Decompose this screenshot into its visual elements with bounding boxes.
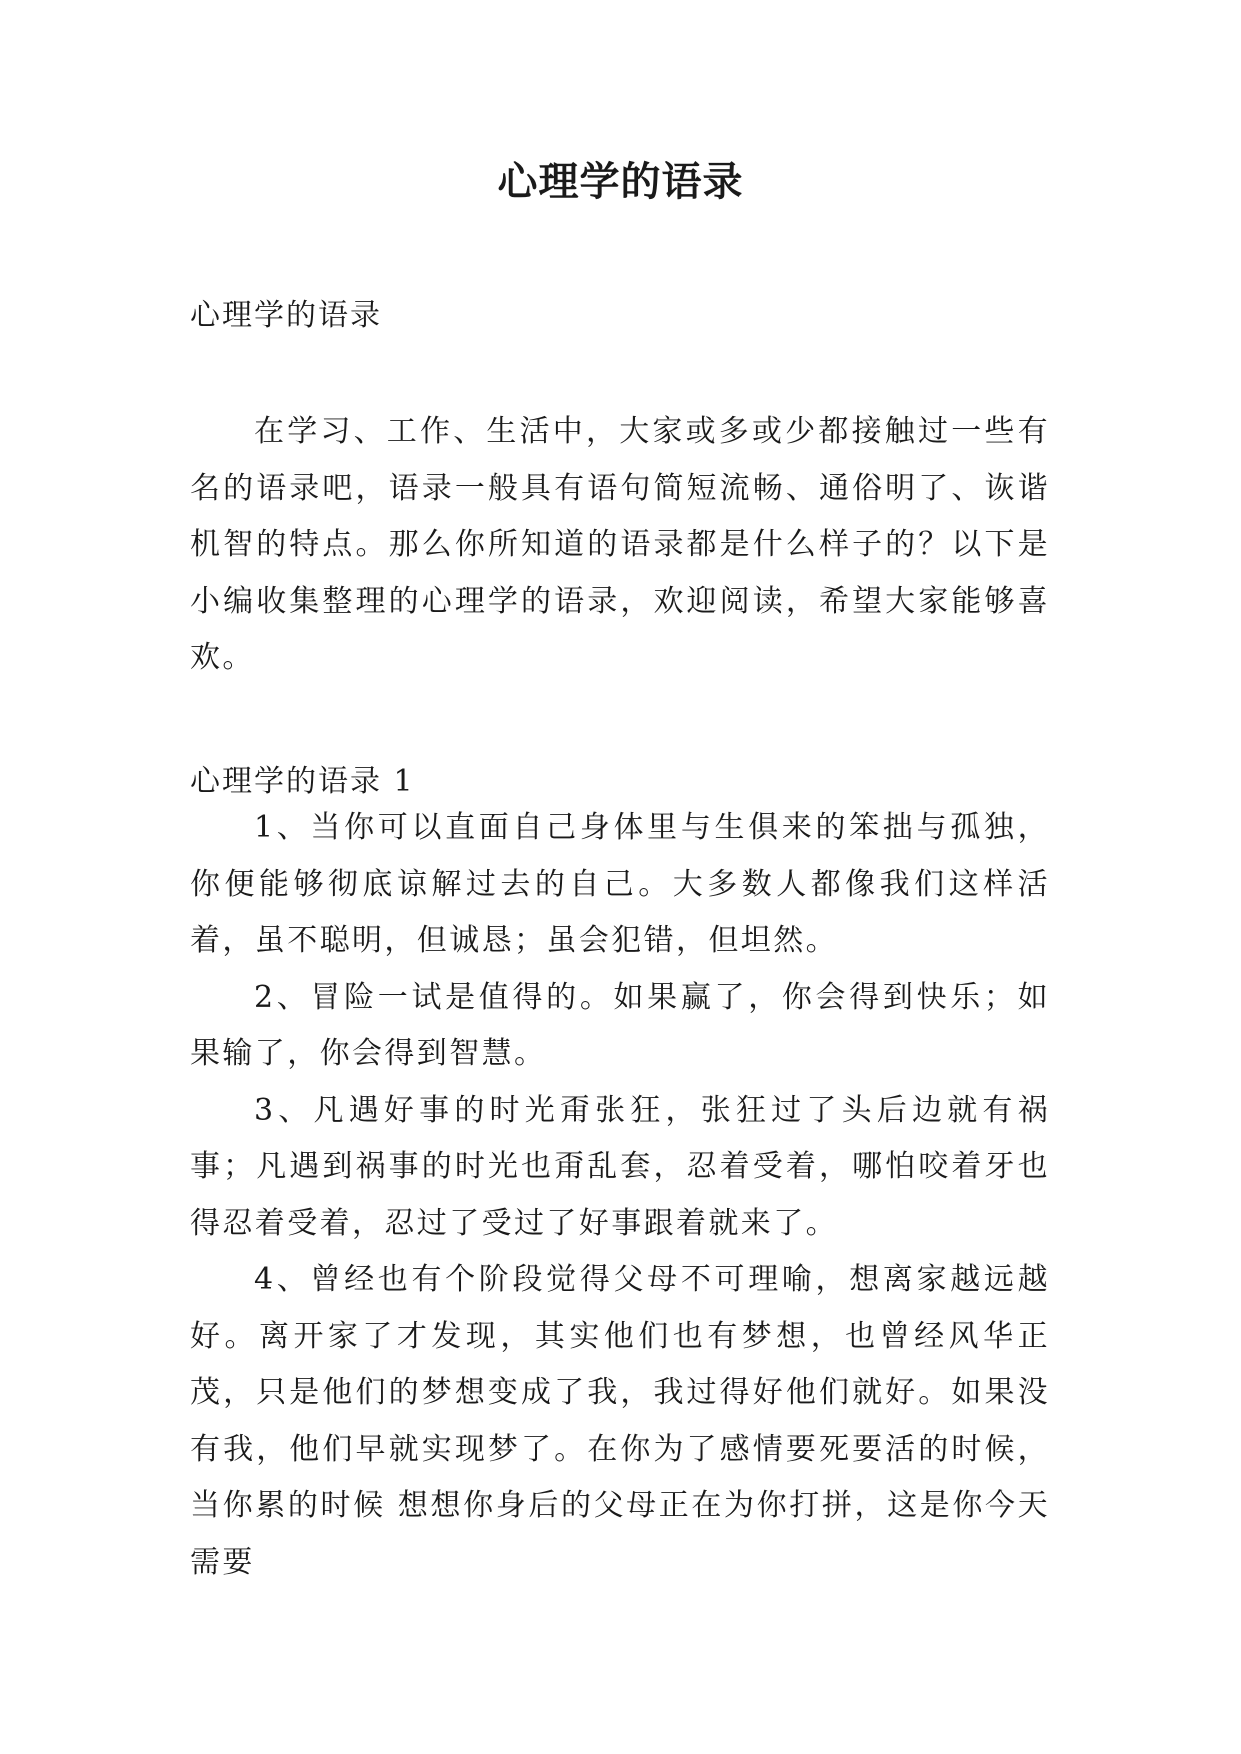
quote-list: [190, 800, 1050, 1591]
quote-item-1: 1、当你可以直面自己身体里与生俱来的笨拙与孤独，你便能够彻底谅解过去的自己。大多数人都像我们这样活着，虽不聪明，但诚恳；虽会犯错，但坦然。: [190, 810, 1050, 958]
quote-item-2: 2、冒险一试是值得的。如果赢了，你会得到快乐；如果输了，你会得到智慧。: [190, 979, 1050, 1071]
quote-item-3: 3、凡遇好事的时光甭张狂，张狂过了头后边就有祸事；凡遇到祸事的时光也甭乱套，忍着受着，哪怕咬着牙也得忍着受着，忍过了受过了好事跟着就来了。: [190, 1092, 1050, 1241]
section-heading: 心理学的语录 1: [190, 764, 415, 799]
document-title: 心理学的语录: [497, 159, 744, 205]
intro-paragraph: 在学习、工作、生活中，大家或多或少都接触过一些有名的语录吧，语录一般具有语句简短流畅、通俗明了、诙谐机智的特点。那么你所知道的语录都是什么样子的？以下是小编收集整理的心理学的语录，欢迎阅读，希望大家能够喜欢。: [190, 414, 1050, 675]
quote-item-4: 4、曾经也有个阶段觉得父母不可理喻，想离家越远越好。离开家了才发现，其实他们也有梦想，也曾经风华正茂，只是他们的梦想变成了我，我过得好他们就好。如果没有我，他们早就实现梦了。在你为了感情要死要活的时候，当你累的时候 想想你身后的父母正在为你打拼，这是你今天需要: [190, 1262, 1050, 1580]
document-subtitle: 心理学的语录: [190, 298, 382, 333]
